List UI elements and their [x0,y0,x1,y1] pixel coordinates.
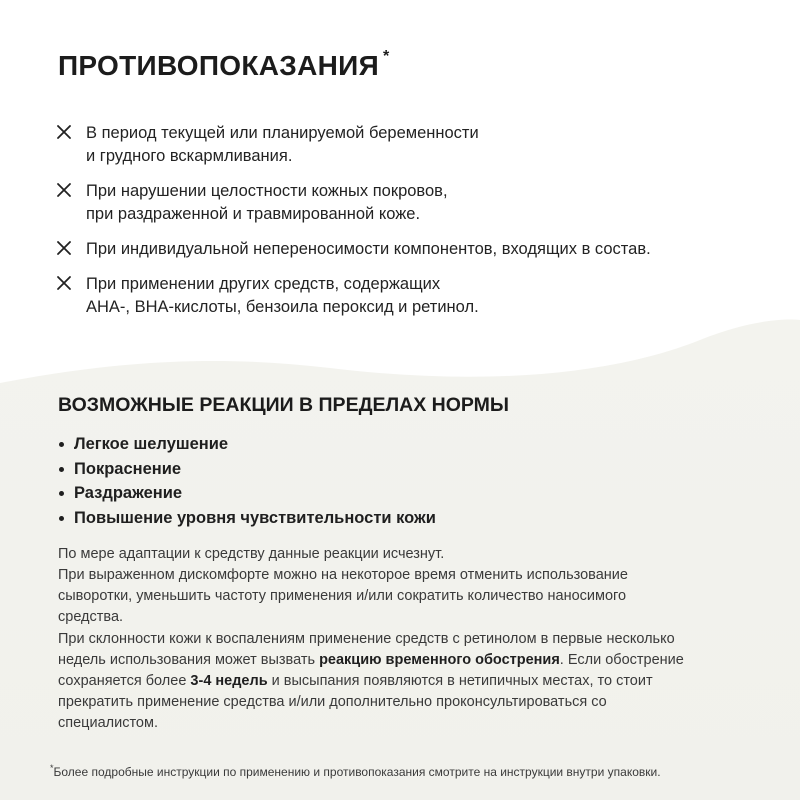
contraindications-title [58,47,390,82]
reactions-list [58,432,436,530]
reaction-item [58,432,436,457]
paragraph-line: средства. [58,609,124,625]
reaction-item [58,457,436,482]
dot-icon [59,467,64,472]
paragraph-line: прекратить применение средства и/или дополнительно проконсультироваться со [58,694,607,710]
duration-highlight: 3-4 недель [190,673,268,689]
cross-icon [56,124,72,140]
reaction-label: Легкое шелушение [74,435,229,453]
paragraph-text: сохраняется более [58,673,191,689]
reaction-item [58,506,436,531]
contraindication-item [56,122,756,168]
contraindication-line: При применении других средств, содержащих [86,275,441,293]
paragraph-line: При выраженном дискомфорте можно на некоторое время отменить использование [58,567,628,583]
inflammation-paragraph [58,629,758,734]
paragraph-text: недель использования может вызвать [58,652,320,668]
contraindication-line: при раздраженной и травмированной коже. [86,205,421,223]
contraindication-line: В период текущей или планируемой беременности [86,124,479,142]
paragraph-line: сыворотки, уменьшить частоту применения и/или сократить количество наносимого [58,588,627,604]
reaction-item [58,481,436,506]
exacerbation-highlight: реакцию временного обострения [319,652,560,668]
paragraph-line: По мере адаптации к средству данные реакции исчезнут. [58,546,445,562]
paragraph-line [58,671,758,692]
reactions-title: ВОЗМОЖНЫЕ РЕАКЦИИ В ПРЕДЕЛАХ НОРМЫ [58,394,509,416]
footnote-marker: * [383,47,390,65]
cross-icon [56,182,72,198]
dot-icon [59,491,64,496]
contraindication-item [56,273,756,319]
footnote-text: Более подробные инструкции по применению и противопоказания смотрите на инструкции внутри упаковки. [53,765,661,779]
cross-icon [56,275,72,291]
adaptation-paragraph [58,544,758,628]
reaction-label: Раздражение [74,484,183,502]
contraindication-line: и грудного вскармливания. [86,147,293,165]
contraindication-item [56,238,756,261]
reaction-label: Повышение уровня чувствительности кожи [74,508,436,527]
reaction-label: Покраснение [74,459,182,478]
contraindication-item [56,180,756,226]
paragraph-line: специалистом. [58,715,158,731]
dot-icon [59,516,64,521]
contraindication-line: АНА-, ВНА-кислоты, бензоила пероксид и ретинол. [86,298,479,316]
contraindication-line: При индивидуальной непереносимости компонентов, входящих в состав. [86,240,651,258]
footnote-marker: * [50,763,54,773]
contraindications-title-text: ПРОТИВОПОКАЗАНИЯ [58,50,379,81]
contraindication-line: При нарушении целостности кожных покровов, [86,182,448,200]
cross-icon [56,240,72,256]
paragraph-text: и высыпания появляются в нетипичных местах, то стоит [267,673,653,689]
footnote [50,760,661,780]
dot-icon [59,442,64,447]
paragraph-line [58,650,758,671]
paragraph-line: При склонности кожи к воспалениям применение средств с ретинолом в первые несколько [58,631,675,647]
paragraph-text: . Если обострение [559,652,684,668]
contraindications-list [56,122,756,331]
